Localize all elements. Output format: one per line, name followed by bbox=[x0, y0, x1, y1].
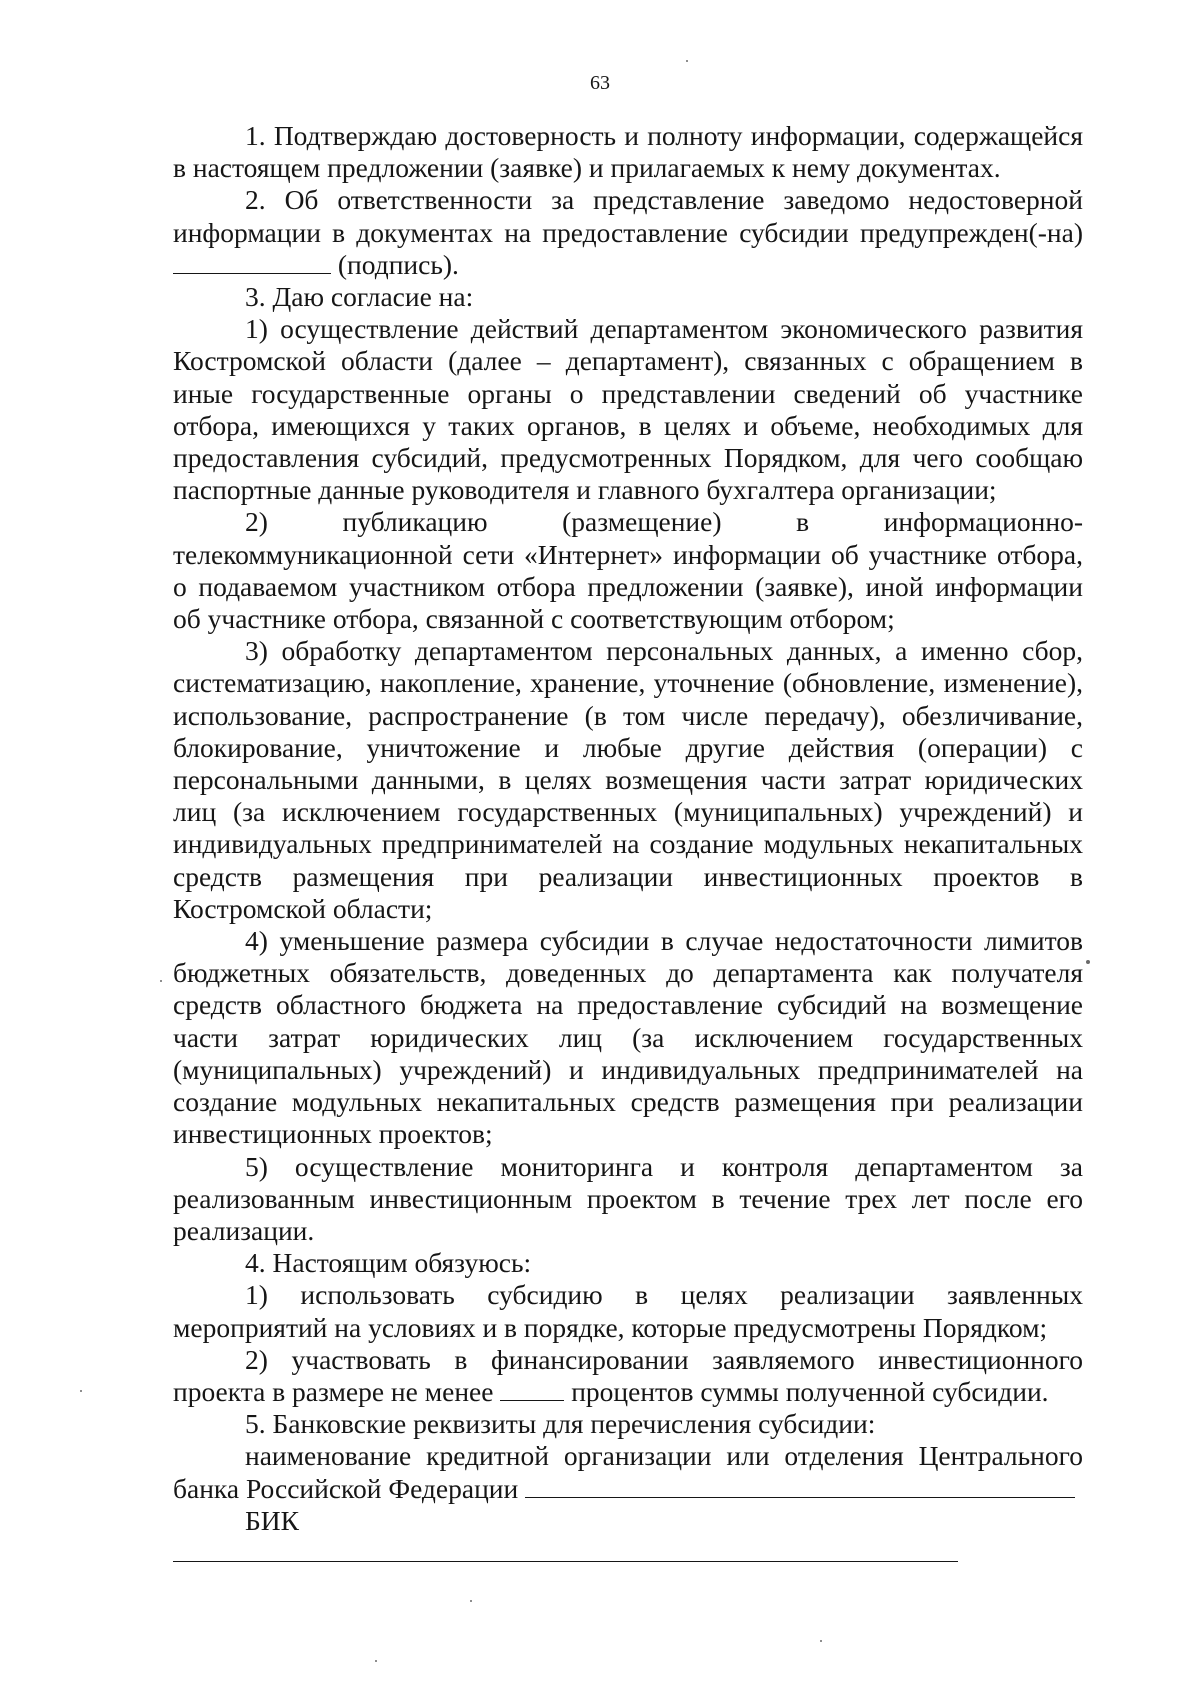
bik-label: БИК bbox=[245, 1504, 299, 1536]
scan-speck bbox=[375, 1660, 377, 1662]
consent-item-4: 4) уменьшение размера субсидии в случае недостаточности лимитов бюджетных обязательств, доведенных до департамента как получателя средств областного бюджета на предоставление субсидий на возмещение части затрат юридических лиц (за исключением государственных (муниципальных) учреждений) и индивидуальных предпринимателей на создание модульных некапитальных средств размещения при реализации инвестиционных проектов; bbox=[173, 925, 1083, 1150]
bik-field bbox=[173, 1505, 1083, 1569]
signature-caption: (подпись). bbox=[337, 248, 459, 280]
obligation-item-2 bbox=[173, 1344, 1083, 1408]
document-body bbox=[173, 120, 1083, 1569]
scan-speck bbox=[470, 1600, 472, 1602]
bank-name-label: наименование кредитной организации или отделения Центрального банка Российской Федерации bbox=[173, 1440, 1083, 1504]
bik-blank-line bbox=[173, 1537, 958, 1562]
consent-item-1: 1) осуществление действий департаментом экономического развития Костромской области (далее – департамент), связанных с обращением в иные государственные органы о представлении сведений об участнике отбора, имеющихся у таких органов, в целях и объеме, необходимых для предоставления субсидий, предусмотренных Порядком, для чего сообщаю паспортные данные руководителя и главного бухгалтера организации; bbox=[173, 313, 1083, 506]
bank-name-field bbox=[173, 1440, 1083, 1504]
scan-speck bbox=[686, 60, 688, 62]
paragraph-2-responsibility bbox=[173, 184, 1083, 281]
obligation-item-2-suffix: процентов суммы полученной субсидии. bbox=[571, 1375, 1049, 1407]
obligation-item-1: 1) использовать субсидию в целях реализации заявленных мероприятий на условиях и в порядке, которые предусмотрены Порядком; bbox=[173, 1279, 1083, 1343]
paragraph-4-obligation-heading: 4. Настоящим обязуюсь: bbox=[245, 1247, 532, 1279]
paragraph-1-confirmation: 1. Подтверждаю достоверность и полноту информации, содержащейся в настоящем предложении (заявке) и прилагаемых к нему документах. bbox=[173, 120, 1083, 184]
obligation-item-2-text: 2) участвовать в финансировании заявляемого инвестиционного проекта в размере не менее bbox=[173, 1343, 1083, 1407]
consent-item-5: 5) осуществление мониторинга и контроля департаментом за реализованным инвестиционным проектом в течение трех лет после его реализации. bbox=[173, 1150, 1083, 1246]
scan-speck bbox=[820, 1640, 822, 1642]
bank-name-blank-line bbox=[525, 1473, 1075, 1498]
page-number: 63 bbox=[590, 72, 610, 94]
consent-item-2: 2) публикацию (размещение) в информационно-телекоммуникационной сети «Интернет» информации об участнике отбора, о подаваемом участником отбора предложении (заявке), иной информации об участнике отбора, связанной с соответствующим отбором; bbox=[173, 506, 1083, 635]
paragraph-5-bank-details-heading: 5. Банковские реквизиты для перечисления субсидии: bbox=[245, 1408, 876, 1440]
consent-item-3: 3) обработку департаментом персональных данных, а именно сбор, систематизацию, накопление, хранение, уточнение (обновление, изменение), использование, распространение (в том числе передачу), обезличивание, блокирование, уничтожение и любые другие действия (операции) с персональными данными, в целях возмещения части затрат юридических лиц (за исключением государственных (муниципальных) учреждений) и индивидуальных предпринимателей на создание модульных некапитальных средств размещения при реализации инвестиционных проектов в Костромской области; bbox=[173, 635, 1083, 924]
paragraph-2-text: 2. Об ответственности за представление заведомо недостоверной информации в документах на предоставление субсидии предупрежден(-на) bbox=[173, 184, 1083, 248]
signature-blank-line bbox=[173, 249, 331, 274]
paragraph-3-consent-heading: 3. Даю согласие на: bbox=[245, 281, 474, 313]
percent-blank-line bbox=[500, 1376, 564, 1401]
scan-speck bbox=[80, 1390, 82, 1392]
scan-speck bbox=[160, 980, 162, 982]
scan-speck bbox=[1086, 960, 1090, 964]
